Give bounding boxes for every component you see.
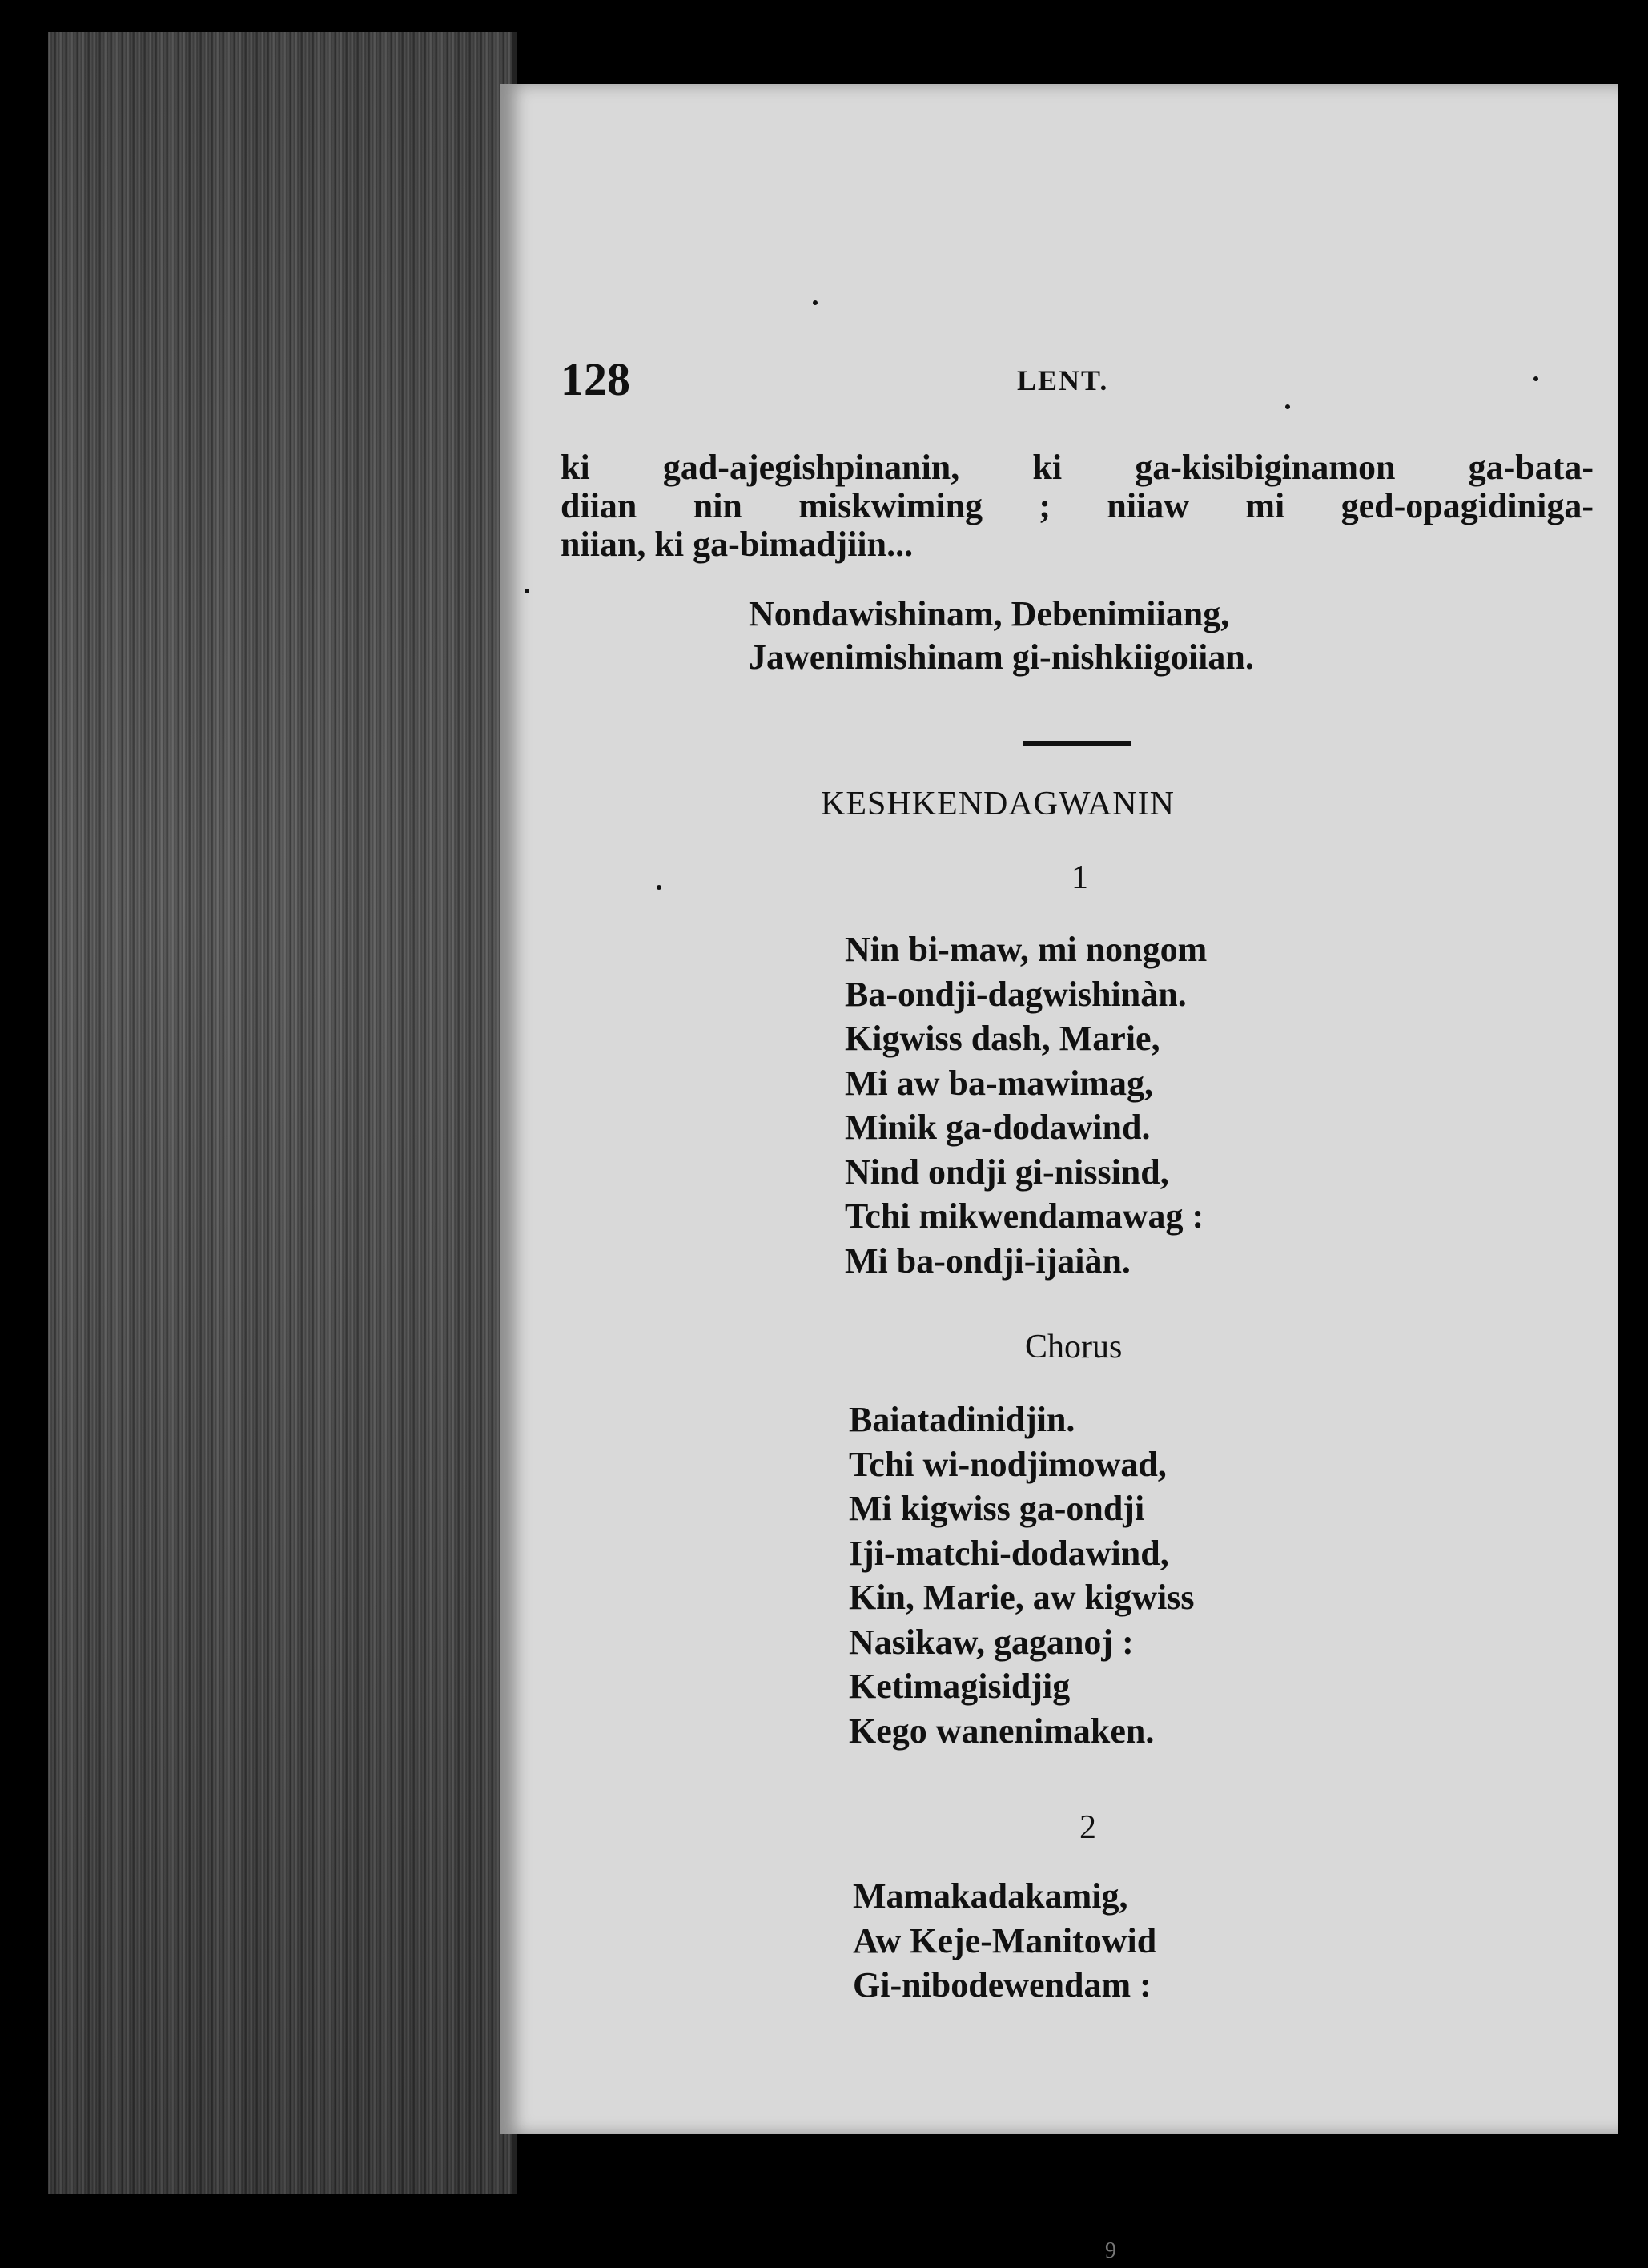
prayer-line: Nondawishinam, Debenimiiang, <box>749 594 1230 633</box>
print-speck <box>1285 404 1290 409</box>
verse-line: Baiatadinidjin. <box>849 1400 1075 1439</box>
stanza-1 <box>845 927 1207 1283</box>
hymn-title: KESHKENDAGWANIN <box>821 786 1175 822</box>
section-divider <box>1023 741 1131 746</box>
verse-line: Nind ondji gi-nissind, <box>845 1152 1169 1192</box>
verse-line: Kego wanenimaken. <box>849 1711 1155 1751</box>
stanza-number: 2 <box>1079 1809 1096 1846</box>
print-speck <box>525 589 529 593</box>
prayer-response <box>749 593 1254 679</box>
footer-mark: 9 <box>1105 2238 1116 2263</box>
chorus-label: Chorus <box>1025 1329 1123 1365</box>
print-speck <box>657 885 661 890</box>
print-speck <box>813 300 818 305</box>
verse-line: Iji-matchi-dodawind, <box>849 1533 1169 1573</box>
verse-line: Mamakadakamig, <box>853 1876 1128 1916</box>
verse-line: Kin, Marie, aw kigwiss <box>849 1578 1195 1617</box>
prose-line: diian nin miskwiming ; niiaw mi ged-opagidiniga- <box>561 486 1594 525</box>
stanza-number: 1 <box>1071 859 1088 896</box>
verse-line: Mi ba-ondji-ijaiàn. <box>845 1241 1131 1281</box>
verse-line: Tchi wi-nodjimowad, <box>849 1444 1167 1484</box>
verse-line: Minik ga-dodawind. <box>845 1108 1151 1147</box>
prose-paragraph <box>561 448 1594 564</box>
verse-line: Nin bi-maw, mi nongom <box>845 930 1208 969</box>
verse-line: Kigwiss dash, Marie, <box>845 1019 1160 1058</box>
verse-line: Tchi mikwendamawag : <box>845 1196 1204 1236</box>
book-page-edges <box>48 32 517 2194</box>
prayer-line: Jawenimishinam gi-nishkiigoiian. <box>749 637 1254 677</box>
verse-line: Aw Keje-Manitowid <box>853 1920 1157 1960</box>
prose-line: niian, ki ga-bimadjiin... <box>561 525 914 564</box>
print-speck <box>1533 376 1538 381</box>
verse-line: Ketimagisidjig <box>849 1667 1071 1706</box>
verse-line: Mi kigwiss ga-ondji <box>849 1489 1145 1528</box>
verse-line: Mi aw ba-mawimag, <box>845 1063 1153 1103</box>
stanza-2 <box>853 1874 1156 2008</box>
verse-line: Gi-nibodewendam : <box>853 1965 1152 2005</box>
page-number: 128 <box>561 353 630 405</box>
prose-line: ki gad-ajegishpinanin, ki ga-kisibiginamon ga-bata- <box>561 448 1594 487</box>
verse-line: Nasikaw, gaganoj : <box>849 1622 1134 1662</box>
running-title: LENT. <box>1017 364 1109 396</box>
running-head <box>561 352 1602 408</box>
verse-line: Ba-ondji-dagwishinàn. <box>845 974 1187 1014</box>
chorus <box>849 1397 1194 1753</box>
